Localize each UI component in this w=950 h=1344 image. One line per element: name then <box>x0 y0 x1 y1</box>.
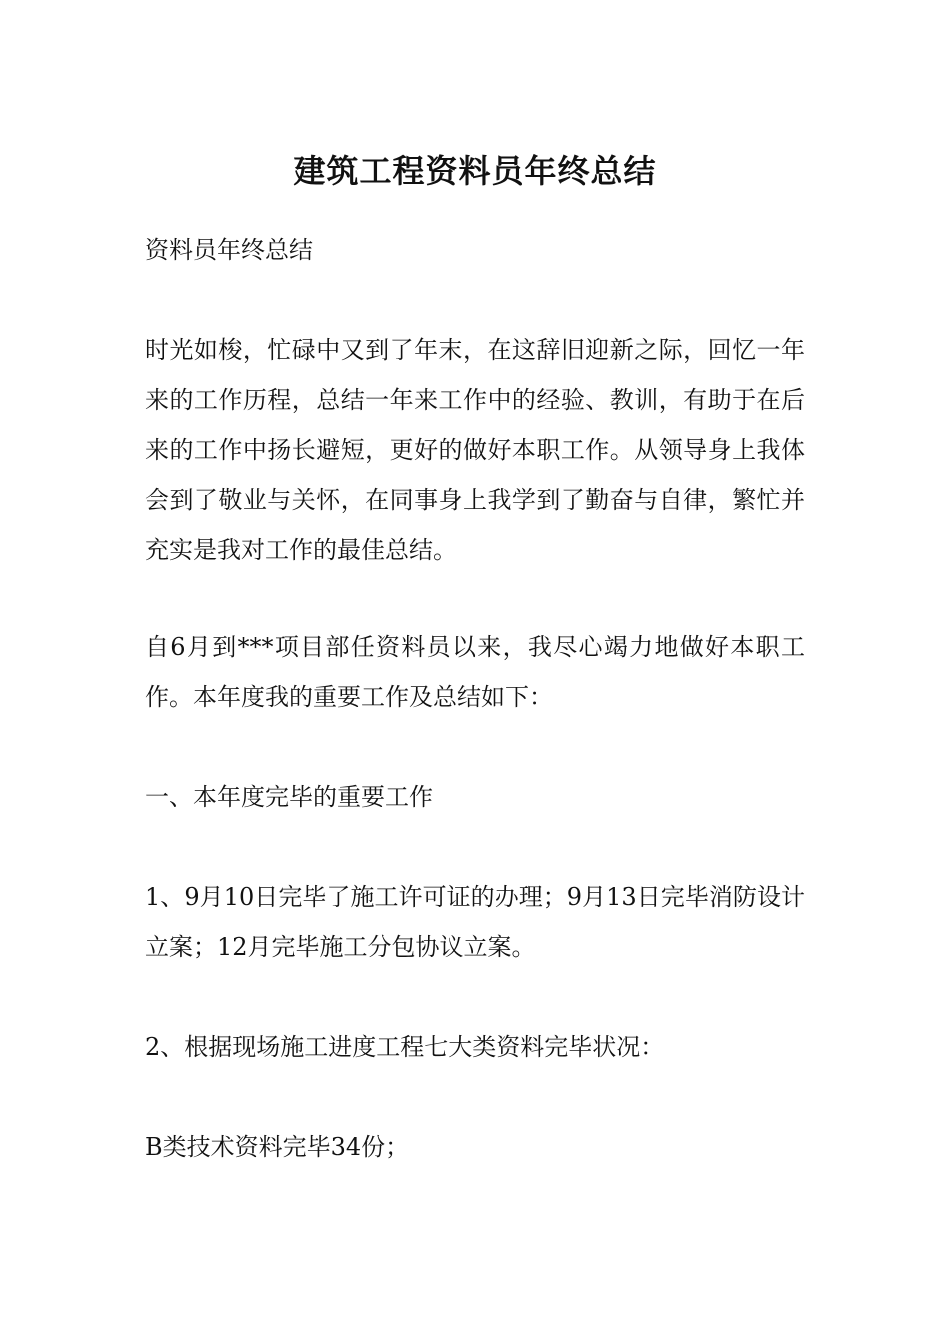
list-item-2: 2、根据现场施工进度工程七大类资料完毕状况： <box>145 1033 665 1061</box>
document-title: 建筑工程资料员年终总结 <box>293 152 657 191</box>
document-subtitle: 资料员年终总结 <box>145 236 313 264</box>
section-heading-1: 一、本年度完毕的重要工作 <box>145 783 433 811</box>
intro-paragraph: 时光如梭，忙碌中又到了年末，在这辞旧迎新之际，回忆一年来的工作历程，总结一年来工作中的经验、教训，有助于在后来的工作中扬长避短，更好的做好本职工作。从领导身上我体会到了敬业与关怀，在同事身上我学到了勤奋与自律，繁忙并充实是我对工作的最佳总结。 <box>145 336 805 564</box>
b-type-documents-line: B类技术资料完毕34份； <box>145 1133 410 1161</box>
since-paragraph: 自6月到***项目部任资料员以来，我尽心竭力地做好本职工作。本年度我的重要工作及总结如下： <box>145 633 805 711</box>
list-item-1: 1、9月10日完毕了施工许可证的办理；9月13日完毕消防设计立案；12月完毕施工分包协议立案。 <box>145 883 805 961</box>
